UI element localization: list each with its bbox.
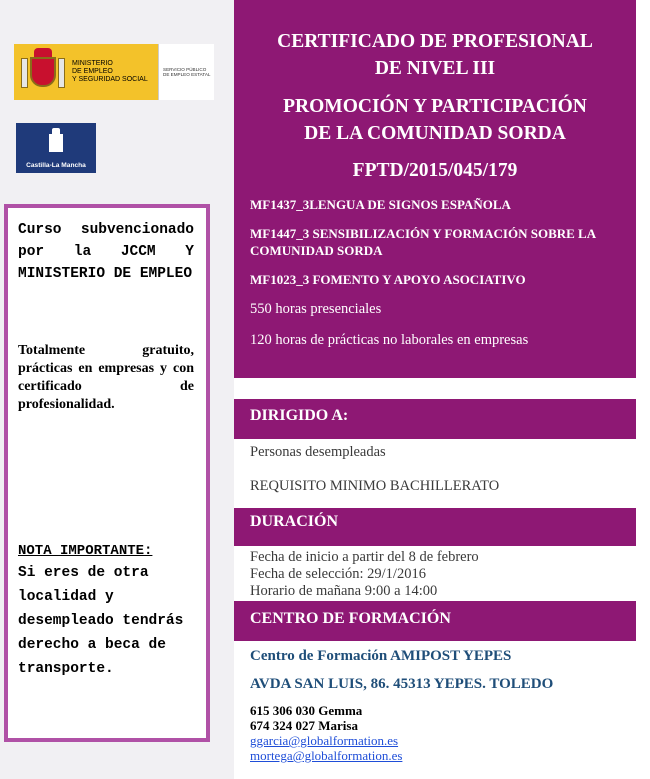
centro-address: AVDA SAN LUIS, 86. 45313 YEPES. TOLEDO [250, 676, 554, 692]
subsidy-text: Curso subvencionado por la JCCM Y MINISTERIO DE EMPLEO [18, 222, 194, 282]
hours-presencial: 550 horas presenciales [250, 301, 382, 317]
duracion-heading: DURACIÓN [234, 508, 636, 546]
certificate-title: CERTIFICADO DE PROFESIONAL DE NIVEL III [277, 31, 593, 79]
right-column [234, 0, 636, 779]
nota-importante-title: NOTA IMPORTANTE: [18, 543, 153, 559]
phone-gemma: 615 306 030 Gemma [250, 703, 363, 718]
module-item: MF1447_3 SENSIBILIZACIÓN Y FORMACIÓN SOBRE LA COMUNIDAD SORDA [250, 226, 596, 258]
dirigido-line-2: REQUISITO MINIMO BACHILLERATO [250, 478, 500, 494]
left-column [0, 0, 234, 779]
duracion-start: Fecha de inicio a partir del 8 de febrero [250, 549, 479, 565]
nota-importante-text: Si eres de otra localidad y desempleado tendrás derecho a beca de transporte. [18, 565, 184, 677]
spain-coat-of-arms-icon [20, 48, 66, 96]
module-item: MF1023_3 FOMENTO Y APOYO ASOCIATIVO [250, 272, 526, 287]
email-mortega-link[interactable]: mortega@globalformation.es [250, 748, 403, 763]
right-margin [636, 0, 650, 779]
dirigido-line-1: Personas desempleadas [250, 444, 386, 460]
duracion-details [250, 549, 479, 600]
phone-marisa: 674 324 027 Marisa [250, 718, 358, 733]
duracion-schedule: Horario de mañana 9:00 a 14:00 [250, 583, 438, 599]
module-item: MF1437_3LENGUA DE SIGNOS ESPAÑOLA [250, 197, 511, 212]
castilla-la-mancha-logo [16, 123, 96, 173]
centro-name: Centro de Formación AMIPOST YEPES [250, 648, 512, 664]
free-course-text: Totalmente gratuito, prácticas en empresas y con certificado de profesionalidad. [18, 343, 194, 412]
servicio-empleo-label: SERVICIO PÚBLICO DE EMPLEO ESTATAL [158, 44, 214, 100]
contact-list [250, 703, 402, 763]
ministerio-logo-yellow [14, 44, 158, 100]
hours-practicas: 120 horas de prácticas no laborales en empresas [250, 332, 529, 348]
ministerio-logo [14, 44, 214, 100]
duracion-selection: Fecha de selección: 29/1/2016 [250, 566, 426, 582]
course-title: PROMOCIÓN Y PARTICIPACIÓN DE LA COMUNIDAD SORDA [283, 96, 587, 144]
module-list [234, 196, 636, 288]
ministerio-name: MINISTERIO DE EMPLEO Y SEGURIDAD SOCIAL [72, 60, 148, 83]
email-ggarcia-link[interactable]: ggarcia@globalformation.es [250, 733, 399, 748]
clm-label: Castilla-La Mancha [26, 162, 86, 169]
castle-icon [46, 128, 66, 154]
dirigido-heading: DIRIGIDO A: [234, 399, 636, 439]
course-info-box [4, 204, 210, 742]
certificate-header [234, 0, 636, 378]
centro-heading: CENTRO DE FORMACIÓN [234, 601, 636, 641]
course-code: FPTD/2015/045/179 [352, 160, 518, 181]
